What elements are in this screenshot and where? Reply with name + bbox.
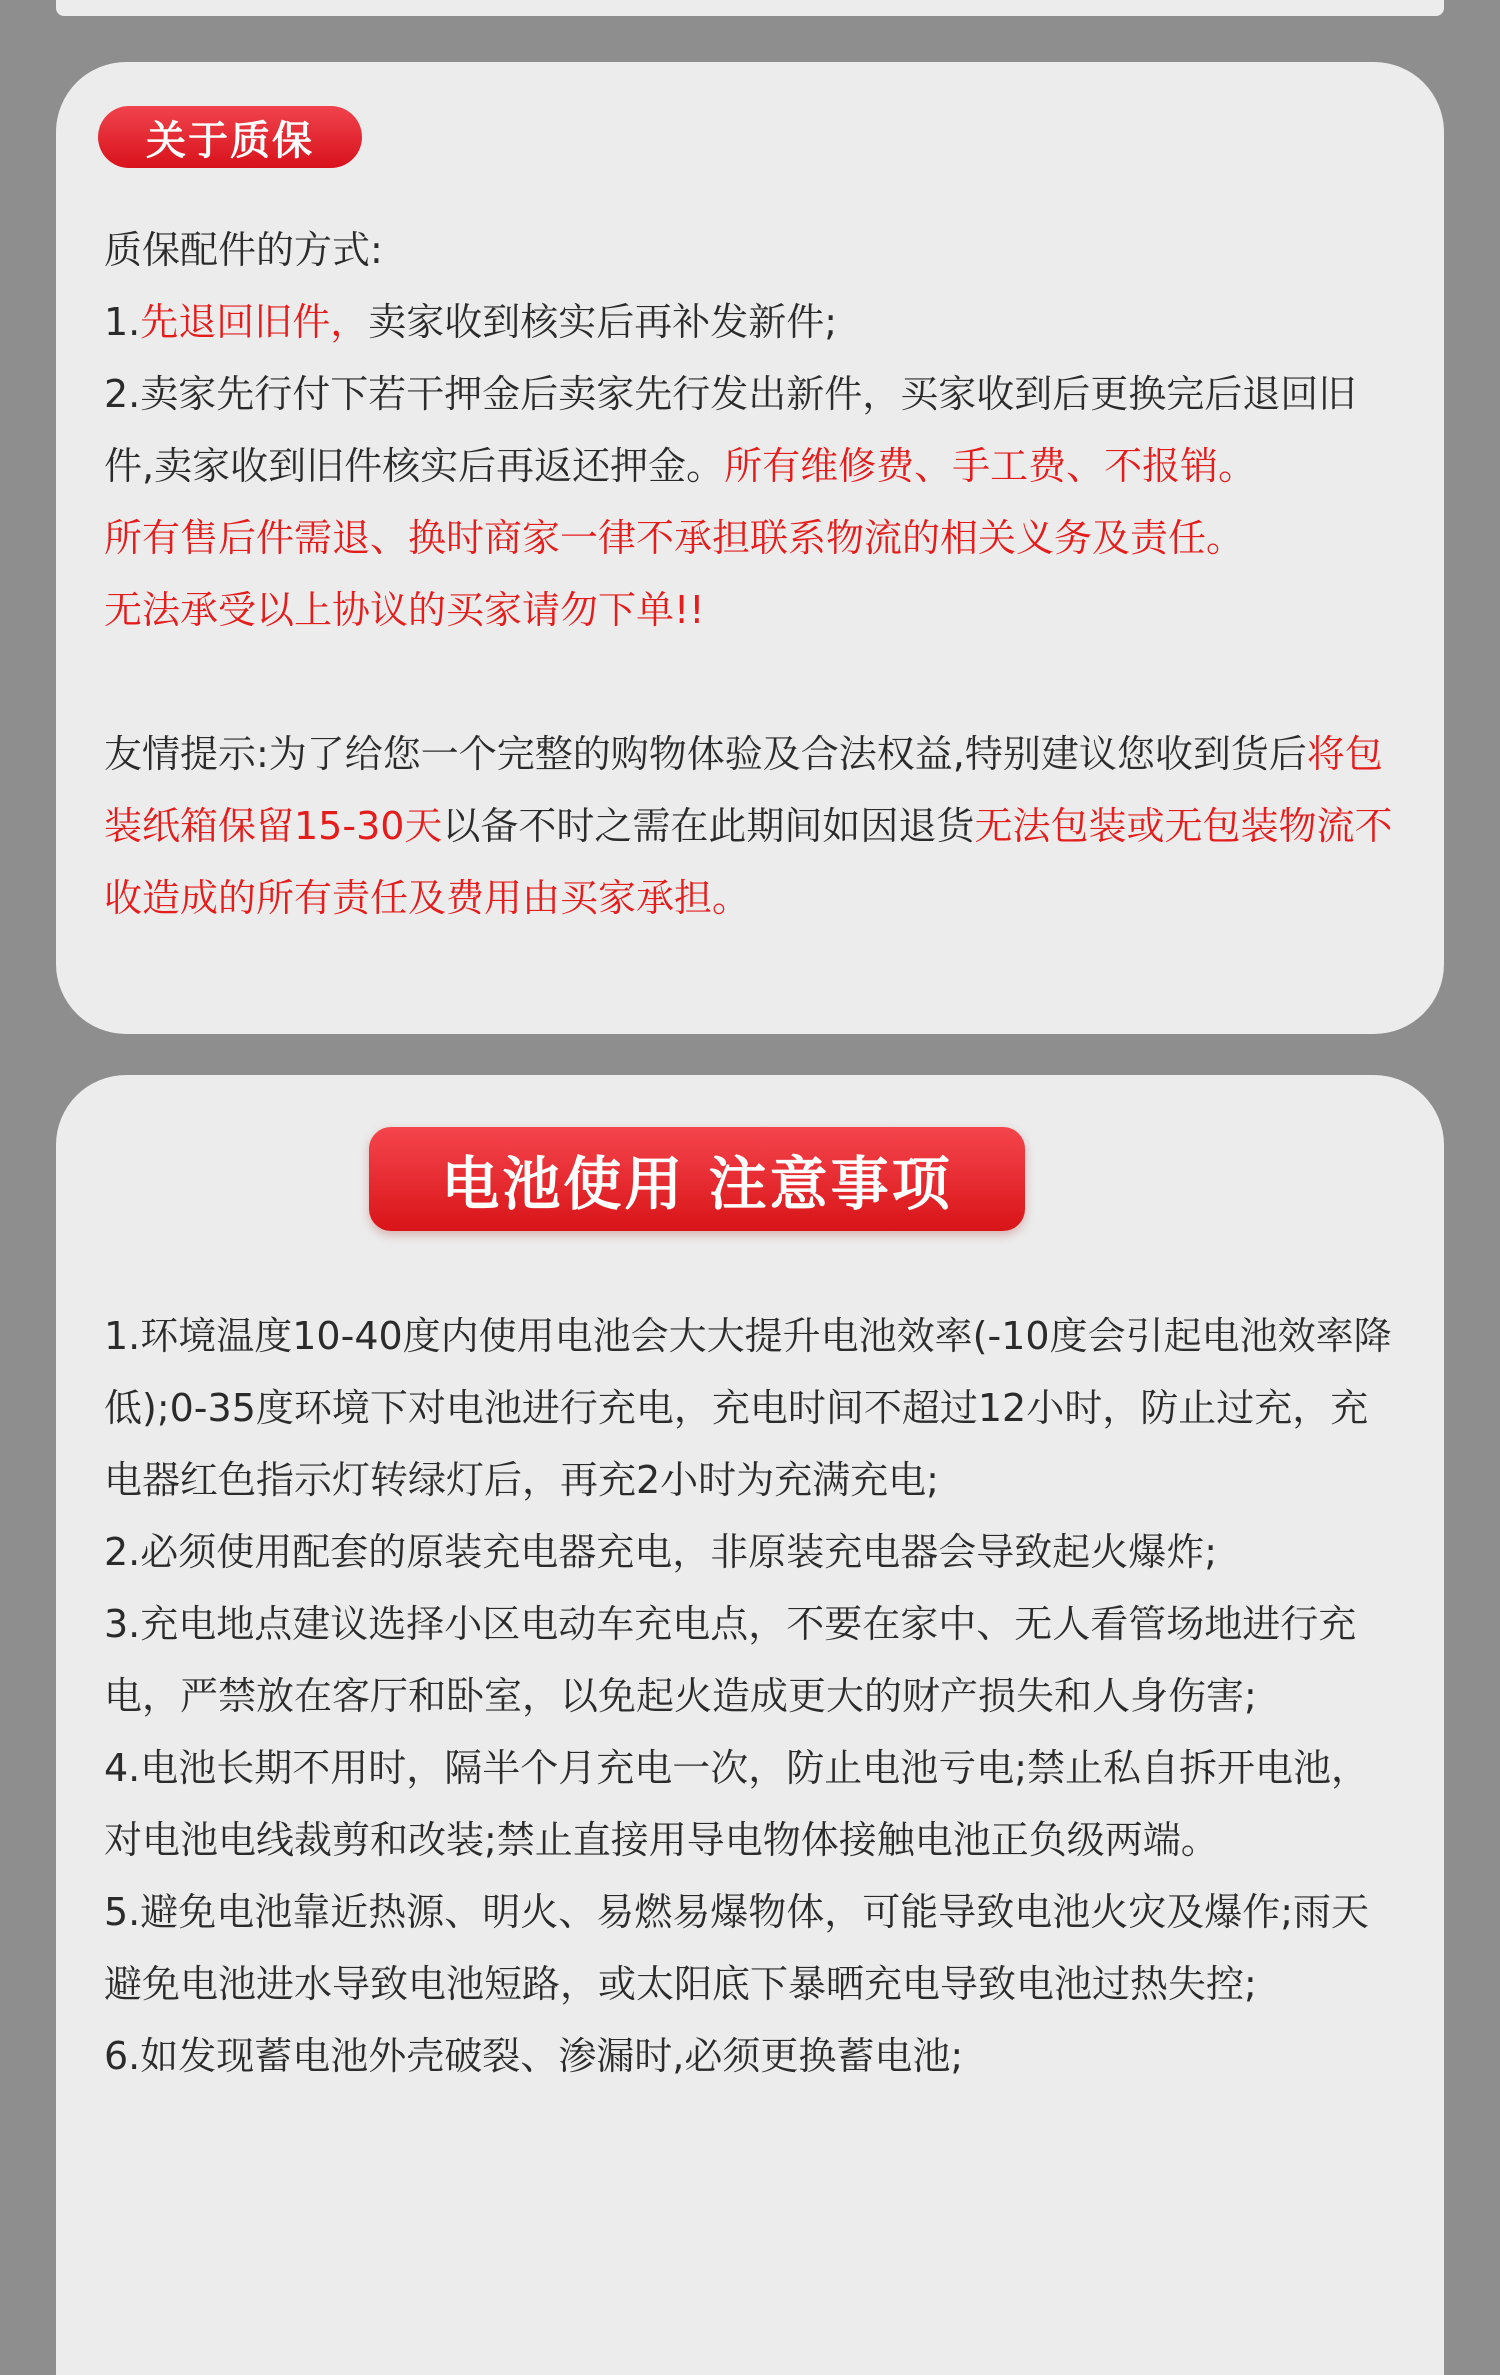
warranty-item-1 bbox=[104, 286, 1404, 358]
item2-text: 2.卖家先行付下若干押金后卖家先行发出新件，买家收到后更换完后退回旧件,卖家收到旧件核实后再返还押金。 bbox=[104, 372, 1357, 488]
warranty-item-2 bbox=[104, 358, 1404, 502]
order-warning: 无法承受以上协议的买家请勿下单!! bbox=[104, 588, 705, 632]
battery-item: 6.如发现蓄电池外壳破裂、渗漏时,必须更换蓄电池; bbox=[104, 2034, 964, 2078]
battery-item: 4.电池长期不用时，隔半个月充电一次，防止电池亏电;禁止私自拆开电池，对电池电线裁剪和改装;禁止直接用导电物体接触电池正负级两端。 bbox=[104, 1746, 1370, 1862]
tip-highlight-2: 无法包装或无包装物流不收造成的所有责任及费用由买家承担。 bbox=[104, 804, 1393, 920]
battery-item: 5.避免电池靠近热源、明火、易燃易爆物体，可能导致电池火灾及爆作;雨天避免电池进水导致电池短路，或太阳底下暴晒充电导致电池过热失控; bbox=[104, 1890, 1370, 2006]
item1-highlight: 先退回旧件， bbox=[140, 300, 369, 344]
item1-prefix: 1. bbox=[104, 300, 141, 344]
previous-card-edge bbox=[56, 0, 1444, 16]
tip-highlight-1: 将包装纸箱保留15-30天 bbox=[104, 732, 1383, 848]
battery-title-banner: 电池使用 注意事项 bbox=[369, 1127, 1025, 1231]
tip-text-2: 以备不时之需在此期间如因退货 bbox=[442, 804, 975, 848]
tip-text-1: 友情提示:为了给您一个完整的购物体验及合法权益,特别建议您收到货后 bbox=[104, 732, 1307, 776]
item1-rest: 卖家收到核实后再补发新件; bbox=[368, 300, 838, 344]
battery-card bbox=[56, 1075, 1444, 2375]
battery-item: 1.环境温度10-40度内使用电池会大大提升电池效率(-10度会引起电池效率降低);0-35度环境下对电池进行充电，充电时间不超过12小时，防止过充，充电器红色指示灯转绿灯后，再充2小时为充满充电; bbox=[104, 1314, 1392, 1502]
battery-body bbox=[104, 1300, 1404, 2092]
spacer bbox=[104, 646, 1404, 718]
warranty-body bbox=[104, 214, 1404, 934]
battery-item: 2.必须使用配套的原装充电器充电，非原装充电器会导致起火爆炸; bbox=[104, 1530, 1218, 1574]
logistics-notice: 所有售后件需退、换时商家一律不承担联系物流的相关义务及责任。 bbox=[104, 516, 1245, 560]
warranty-card bbox=[56, 62, 1444, 1034]
battery-item: 3.充电地点建议选择小区电动车充电点，不要在家中、无人看管场地进行充电，严禁放在客厅和卧室，以免起火造成更大的财产损失和人身伤害; bbox=[104, 1602, 1357, 1718]
item2-highlight: 所有维修费、手工费、不报销。 bbox=[724, 444, 1257, 488]
warranty-badge: 关于质保 bbox=[98, 106, 362, 168]
method-heading: 质保配件的方式: bbox=[104, 228, 383, 272]
friendly-tip bbox=[104, 718, 1404, 934]
